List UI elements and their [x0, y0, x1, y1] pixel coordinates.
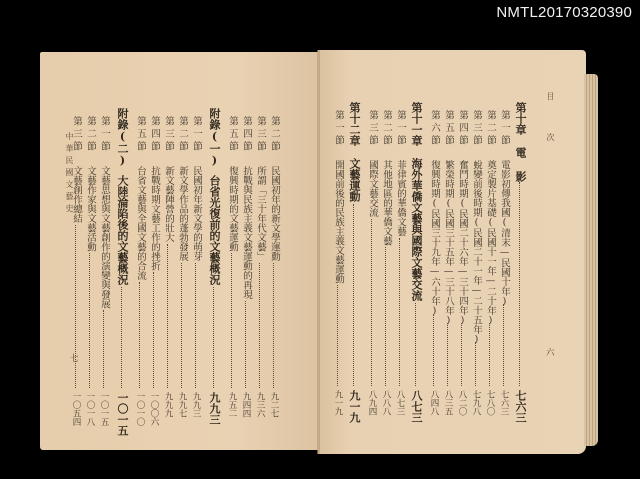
leader-dots [121, 287, 122, 388]
toc-section-entry [268, 52, 280, 450]
leader-dots [503, 304, 504, 386]
page-number: 九四四 [241, 392, 251, 418]
page-number: 七六三 [514, 390, 527, 423]
page-number: 七八〇 [485, 390, 495, 416]
toc-label: 第十二章 [348, 102, 361, 146]
toc-label: 第一節 [395, 110, 406, 148]
page-number: 八九四 [367, 390, 377, 416]
toc-section-entry [254, 52, 266, 450]
page-number: 九九七 [177, 392, 187, 418]
page-number: 一〇五四 [71, 392, 81, 426]
toc-label: 第五節 [227, 116, 238, 154]
toc-label: 第三節 [71, 116, 82, 154]
toc-label: 第三節 [471, 110, 482, 148]
toc-title: 其他地區的華僑文藝 [381, 159, 392, 245]
page-edges [584, 74, 598, 446]
toc-title: 奠定製片基礎(民國十一年—二十年) [485, 159, 496, 326]
toc-section-entry [498, 50, 510, 454]
running-title: 中華民國文藝史 [65, 132, 74, 216]
toc-section-entry [148, 52, 160, 450]
page-number: 一〇〇六 [149, 392, 159, 426]
leader-dots [415, 303, 416, 386]
toc-chapter-entry [410, 50, 422, 454]
toc-label: 第四節 [149, 116, 160, 154]
toc-title: 蛻變前後時期(民國二十一年—二十五年) [471, 159, 482, 345]
page-number: 八四八 [429, 390, 439, 416]
toc-title: 台省文藝與全國文藝的合流 [135, 165, 146, 280]
page-number: 九一九 [348, 390, 361, 423]
toc-title: 新文藝陣營的壯大 [163, 165, 174, 242]
toc-title: 復興時期(民國三十九年—六十年) [429, 159, 440, 316]
toc-section-entry [428, 50, 440, 454]
toc-title: 抗戰時期文藝工作的挫折 [149, 165, 160, 270]
toc-label: 第一節 [99, 116, 110, 154]
toc-label: 第三節 [255, 116, 266, 154]
toc-title: 抗戰與民族主義文藝運動的再現 [241, 165, 252, 299]
toc-chapter-entry [208, 52, 220, 450]
toc-title: 民國初年新文學的萌芽 [191, 165, 202, 261]
toc-label: 第五節 [443, 110, 454, 148]
toc-label: 第五節 [135, 116, 146, 154]
page-number: 七六三 [499, 390, 509, 416]
toc-label: 第三節 [163, 116, 174, 154]
toc-title: 大陸淪陷後的文藝概況 [116, 175, 129, 285]
leader-dots [103, 310, 104, 388]
page-number: 九九九 [163, 392, 173, 418]
toc-label: 第十章 [514, 102, 527, 135]
toc-label: 第一節 [333, 110, 344, 148]
page-number: 一〇一五 [116, 392, 129, 436]
leader-dots [89, 253, 90, 388]
toc-section-entry [240, 52, 252, 450]
toc-label: 第二節 [269, 116, 280, 154]
toc-title: 文藝創作總結 [71, 165, 82, 223]
leader-dots [273, 263, 274, 389]
toc-title: 文藝思想與文藝創作的演變與發展 [99, 165, 110, 308]
toc-label: 第一節 [499, 110, 510, 148]
toc-section-entry [394, 50, 406, 454]
toc-title: 國際文藝交流 [367, 159, 378, 217]
page-number: 七九八 [471, 390, 481, 416]
toc-title: 台省光復前的文藝概況 [208, 175, 221, 285]
page-number: 九二七 [269, 392, 279, 418]
archive-id-label: NMTL20170320390 [496, 4, 632, 21]
page-number: 九三六 [255, 392, 265, 418]
toc-title: 海外華僑文藝與國際文藝交流 [410, 158, 423, 301]
toc-label: 附錄(二) [116, 108, 129, 167]
leader-dots [433, 314, 434, 387]
left-page [40, 52, 318, 450]
leader-dots [461, 323, 462, 386]
toc-label: 第十一章 [410, 102, 423, 146]
toc-section-entry [332, 50, 344, 454]
leader-dots [447, 323, 448, 386]
leader-dots [167, 244, 168, 389]
toc-chapter-entry [116, 52, 128, 450]
toc-label: 附錄(一) [208, 108, 221, 167]
leader-dots [153, 272, 154, 388]
page-number: 一〇一八 [85, 392, 95, 426]
page-number: 八八八 [381, 390, 391, 416]
page-number: 九一九 [333, 390, 343, 416]
leader-dots [385, 247, 386, 386]
page-number: 一〇一〇 [135, 392, 145, 426]
toc-section-entry [134, 52, 146, 450]
page-number: 一〇一五 [99, 392, 109, 426]
toc-chapter-entry [514, 50, 526, 454]
toc-title: 菲律賓的華僑文藝 [395, 159, 406, 236]
toc-section-entry [456, 50, 468, 454]
toc-label: 第二節 [381, 110, 392, 148]
toc-label: 第六節 [429, 110, 440, 148]
toc-section-entry [484, 50, 496, 454]
toc-title: 民國初年的新文學運動 [269, 165, 280, 261]
toc-label: 第三節 [367, 110, 378, 148]
leader-dots [489, 323, 490, 386]
toc-title: 繁榮時期(民國三十五年—三十八年) [443, 159, 454, 326]
toc-label: 第二節 [85, 116, 96, 154]
toc-title: 電影初傳我國(清末—民國十年) [499, 159, 510, 307]
page-folio: 六 [546, 348, 555, 358]
toc-section-entry [190, 52, 202, 450]
toc-section-entry [98, 52, 110, 450]
page-number: 八二〇 [457, 390, 467, 416]
leader-dots [195, 263, 196, 389]
page-number: 九五二 [227, 392, 237, 418]
leader-dots [475, 342, 476, 386]
leader-dots [139, 282, 140, 389]
toc-section-entry [162, 52, 174, 450]
leader-dots [259, 263, 260, 389]
toc-section-entry [366, 50, 378, 454]
page-number: 八七三 [395, 390, 405, 416]
right-page [318, 50, 586, 454]
leader-dots [353, 204, 354, 386]
toc-title: 文藝作家與文藝活動 [85, 165, 96, 251]
toc-title: 所謂「三十年代文藝」 [255, 165, 266, 261]
open-book [40, 48, 600, 454]
toc-section-entry [470, 50, 482, 454]
toc-title: 電 影 [514, 147, 527, 182]
leader-dots [181, 263, 182, 389]
page-number: 九九三 [208, 392, 221, 425]
page-number: 八七三 [410, 390, 423, 423]
toc-section-entry [84, 52, 96, 450]
toc-title: 新文學作品的蓬勃發展 [177, 165, 188, 261]
toc-label: 第二節 [177, 116, 188, 154]
leader-dots [213, 287, 214, 388]
toc-title: 文藝運動 [348, 158, 361, 202]
toc-title: 開國前後的民族主義文藝運動 [333, 159, 344, 283]
page-number: 九九三 [191, 392, 201, 418]
leader-dots [519, 182, 520, 386]
leader-dots [399, 238, 400, 387]
leader-dots [371, 219, 372, 387]
book-spine [317, 50, 320, 454]
toc-section-entry [380, 50, 392, 454]
page-folio: 七 [70, 354, 79, 364]
toc-section-entry [226, 52, 238, 450]
leader-dots [231, 253, 232, 388]
toc-section-entry [442, 50, 454, 454]
toc-label: 第一節 [191, 116, 202, 154]
toc-section-entry [176, 52, 188, 450]
running-title: 目 次 [546, 92, 555, 153]
toc-label: 第二節 [485, 110, 496, 148]
toc-title: 復興時期的文藝運動 [227, 165, 238, 251]
toc-title: 奮鬥時期(民國二十六年—三十四年) [457, 159, 468, 326]
toc-label: 第四節 [457, 110, 468, 148]
toc-label: 第四節 [241, 116, 252, 154]
page-number: 八三五 [443, 390, 453, 416]
toc-chapter-entry [348, 50, 360, 454]
leader-dots [337, 285, 338, 386]
toc-section-entry [70, 52, 82, 450]
leader-dots [245, 301, 246, 389]
